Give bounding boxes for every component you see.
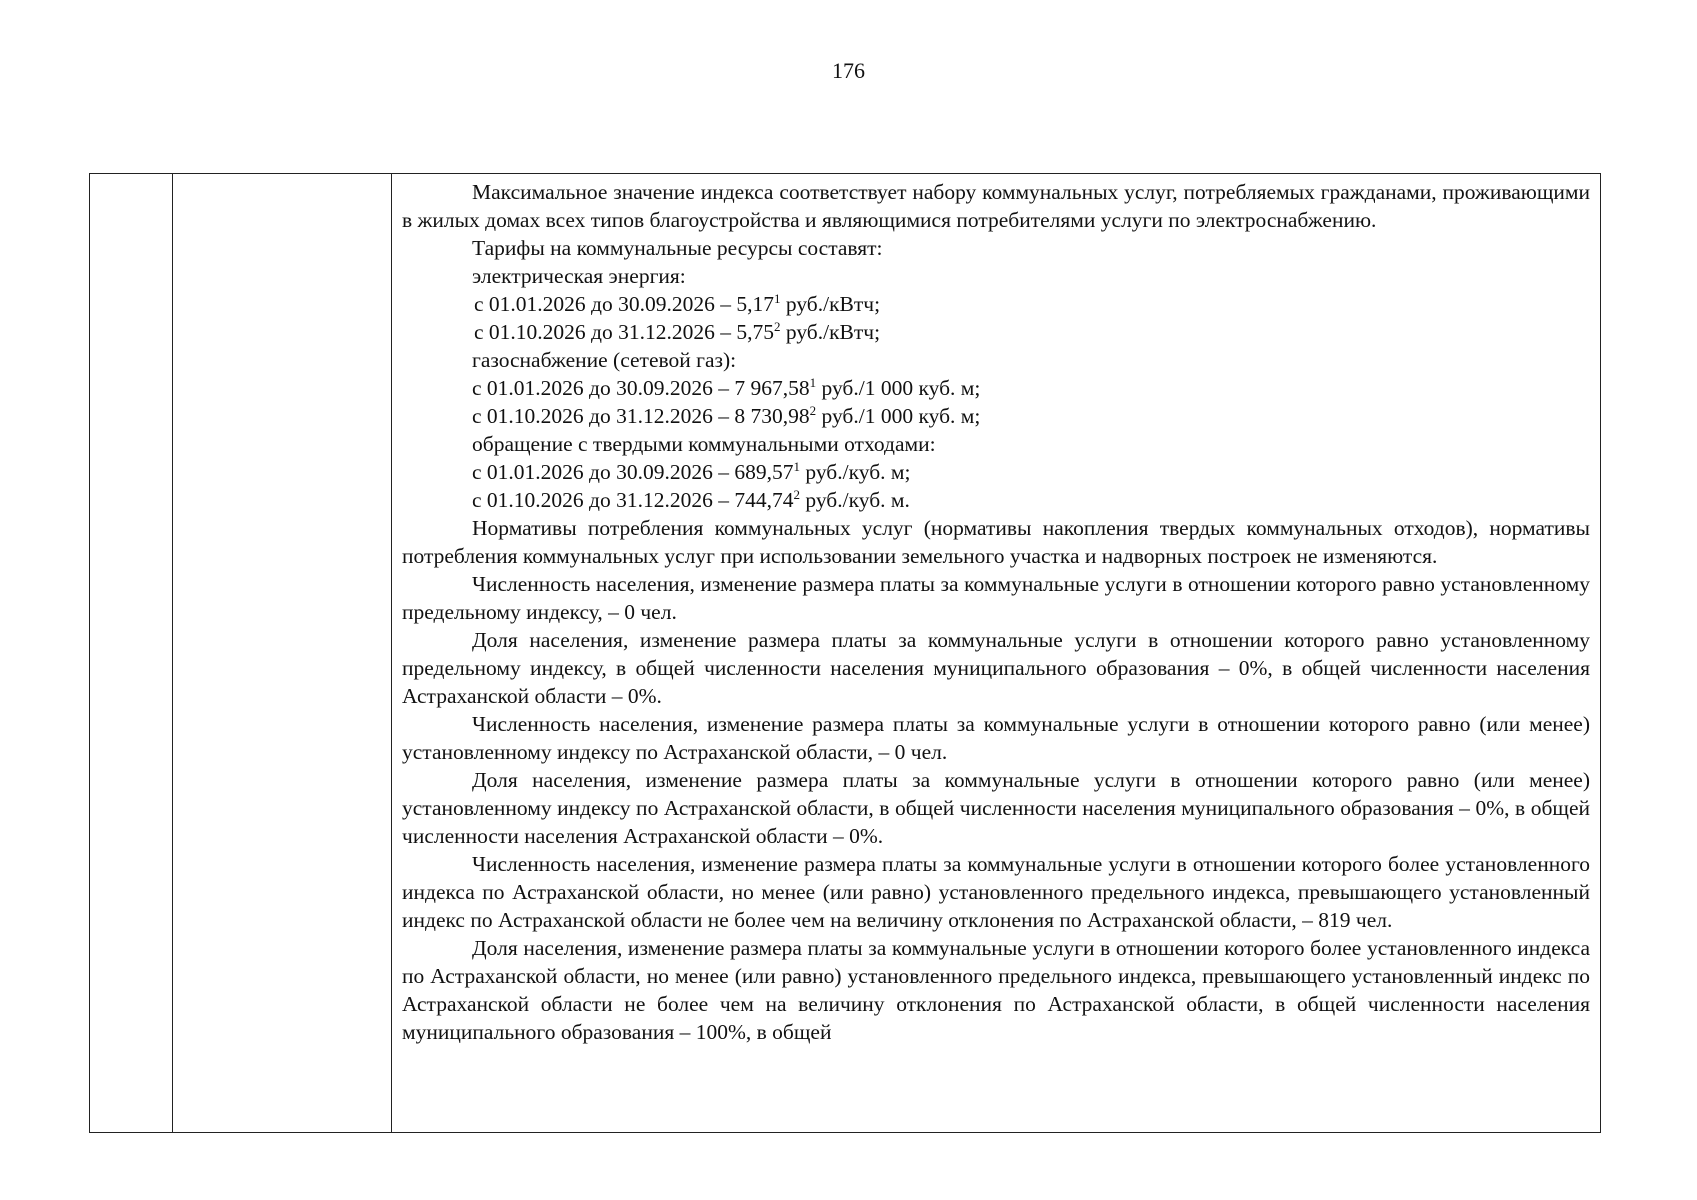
population-above-paragraph: Численность населения, изменение размера платы за коммунальные услуги в отношении которого более установленного индекса по Астраханской области, но менее (или равно) установленного предельного индекса, превышающего установленный индекс по Астраханской области не более чем на величину отклонения по Астраханской области, – 819 чел. xyxy=(402,852,1590,932)
footnote-mark: 1 xyxy=(809,374,817,390)
tariff-unit: руб./1 000 куб. м; xyxy=(816,376,981,400)
tariff-text: с 01.10.2026 до 31.12.2026 – 5,75 xyxy=(474,320,774,344)
tariff-unit: руб./куб. м; xyxy=(799,460,911,484)
electricity-line-2 xyxy=(402,318,1590,346)
tariff-text: с 01.10.2026 до 31.12.2026 – 744,74 xyxy=(472,488,794,512)
footnote-mark: 2 xyxy=(809,402,817,418)
content-cell xyxy=(392,174,1601,1133)
waste-line-2 xyxy=(402,486,1590,514)
electricity-label: электрическая энергия: xyxy=(472,264,686,288)
norms-paragraph: Нормативы потребления коммунальных услуг (нормативы накопления твердых коммунальных отходов), нормативы потребления коммунальных услуг при использовании земельного участка и надворных построек не изменяются. xyxy=(402,516,1590,568)
tariff-unit: руб./кВтч; xyxy=(780,292,881,316)
tariffs-heading: Тарифы на коммунальные ресурсы составят: xyxy=(472,236,883,260)
page-number: 176 xyxy=(832,58,865,83)
intro-paragraph: Максимальное значение индекса соответствует набору коммунальных услуг, потребляемых гражданами, проживающими в жилых домах всех типов благоустройства и являющимися потребителями услуги по электроснабжению. xyxy=(402,180,1590,232)
document-table xyxy=(89,173,1601,1133)
empty-cell-number xyxy=(90,174,173,1133)
footnote-mark: 1 xyxy=(773,290,781,306)
waste-label: обращение с твердыми коммунальными отходами: xyxy=(472,432,936,456)
gas-line-2 xyxy=(402,402,1590,430)
tariff-text: с 01.01.2026 до 30.09.2026 – 7 967,58 xyxy=(472,376,810,400)
population-regional-paragraph: Численность населения, изменение размера платы за коммунальные услуги в отношении которого равно (или менее) установленному индексу по Астраханской области, – 0 чел. xyxy=(402,712,1590,764)
gas-line-1 xyxy=(402,374,1590,402)
population-limit-paragraph: Численность населения, изменение размера платы за коммунальные услуги в отношении которого равно установленному предельному индексу, – 0 чел. xyxy=(402,572,1590,624)
footnote-mark: 1 xyxy=(793,458,800,474)
waste-line-1 xyxy=(402,458,1590,486)
table-row xyxy=(90,174,1601,1133)
tariff-unit: руб./кВтч; xyxy=(780,320,881,344)
tariff-unit: руб./куб. м. xyxy=(799,488,910,512)
tariff-text: с 01.01.2026 до 30.09.2026 – 689,57 xyxy=(472,460,794,484)
tariff-text: с 01.10.2026 до 31.12.2026 – 8 730,98 xyxy=(472,404,810,428)
electricity-line-1 xyxy=(402,290,1590,318)
empty-cell-name xyxy=(173,174,392,1133)
footnote-mark: 2 xyxy=(793,486,800,502)
share-limit-paragraph: Доля населения, изменение размера платы за коммунальные услуги в отношении которого равно установленному предельному индексу, в общей численности населения муниципального образования – 0%, в общей численности населения Астраханской области – 0%. xyxy=(402,628,1590,708)
tariff-unit: руб./1 000 куб. м; xyxy=(816,404,981,428)
share-above-paragraph: Доля населения, изменение размера платы за коммунальные услуги в отношении которого более установленного индекса по Астраханской области, но менее (или равно) установленного предельного индекса, превышающего установленный индекс по Астраханской области не более чем на величину отклонения по Астраханской области, в общей численности населения муниципального образования – 100%, в общей xyxy=(402,936,1590,1044)
share-regional-paragraph: Доля населения, изменение размера платы за коммунальные услуги в отношении которого равно (или менее) установленному индексу по Астраханской области, в общей численности населения муниципального образования – 0%, в общей численности населения Астраханской области – 0%. xyxy=(402,768,1590,848)
gas-label: газоснабжение (сетевой газ): xyxy=(472,348,737,372)
footnote-mark: 2 xyxy=(773,318,781,334)
tariff-text: с 01.01.2026 до 30.09.2026 – 5,17 xyxy=(474,292,774,316)
